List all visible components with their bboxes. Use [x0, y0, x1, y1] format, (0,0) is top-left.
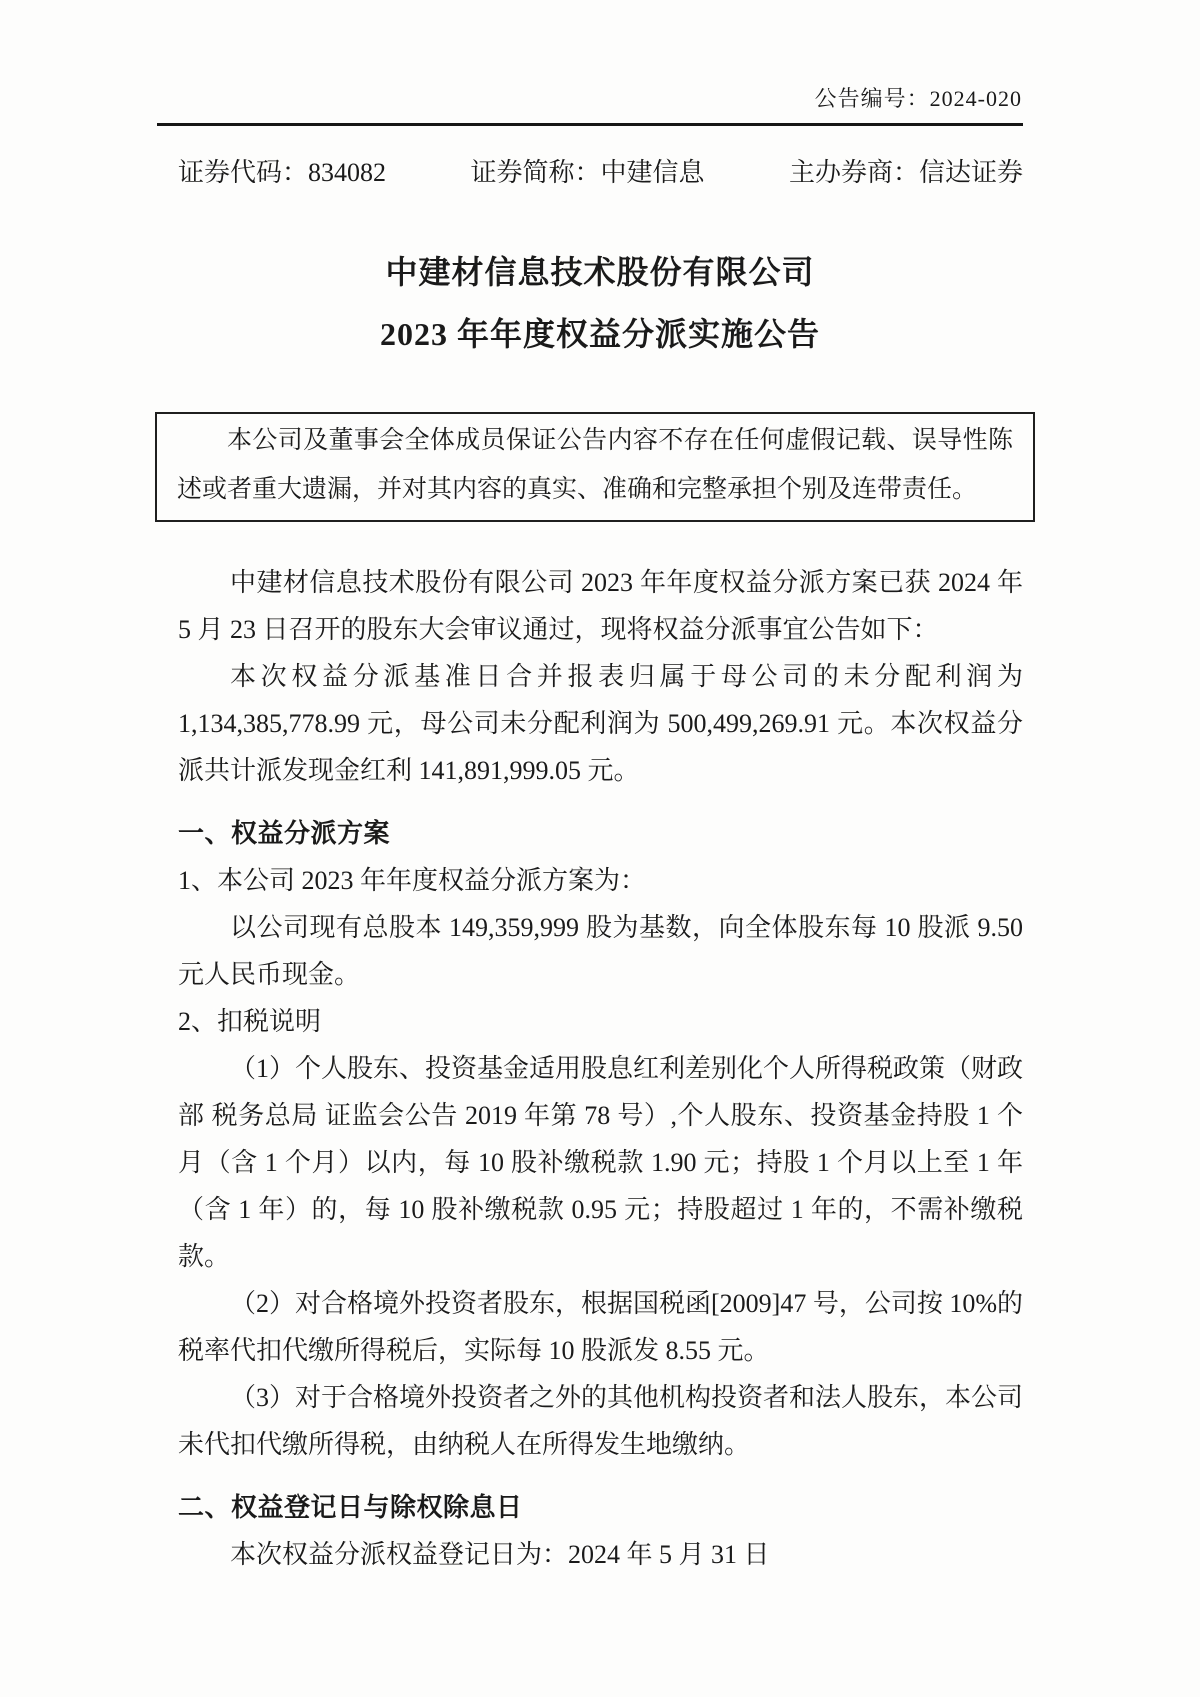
paragraph-plan-item-1: 1、本公司 2023 年年度权益分派方案为：: [178, 866, 647, 895]
disclaimer-text: 本公司及董事会全体成员保证公告内容不存在任何虚假记载、误导性陈述或者重大遗漏，并对其内容的真实、准确和完整承担个别及连带责任。: [177, 427, 1013, 503]
paragraph-intro: 中建材信息技术股份有限公司 2023 年年度权益分派方案已获 2024 年 5 月 23 日召开的股东大会审议通过，现将权益分派事宜公告如下：: [178, 568, 1023, 644]
section-heading-record-date: 二、权益登记日与除权除息日: [178, 1493, 523, 1522]
security-info-row: [178, 152, 1023, 189]
stock-code: 证券代码：834082: [178, 158, 387, 187]
paragraph-tax-qfii: （2）对合格境外投资者股东，根据国税函[2009]47 号，公司按 10%的税率代扣代缴所得税后，实际每 10 股派发 8.55 元。: [178, 1289, 1023, 1365]
lead-broker: 主办券商：信达证券: [788, 158, 1023, 187]
company-name-title: 中建材信息技术股份有限公司: [385, 254, 815, 290]
paragraph-tax-other-institutions: （3）对于合格境外投资者之外的其他机构投资者和法人股东，本公司未代扣代缴所得税，由纳税人在所得发生地缴纳。: [178, 1383, 1024, 1459]
disclaimer-box: [155, 412, 1035, 522]
header-divider-line: [157, 123, 1023, 126]
paragraph-tax-individual: （1）个人股东、投资基金适用股息红利差别化个人所得税政策（财政部 税务总局 证监会公告 2019 年第 78 号）,个人股东、投资基金持股 1 个月（含 1 个月）以内，每 10 股补缴税款 1.90 元；持股 1 个月以上至 1 年（含 1 年）的，每 10 股补缴税款 0.95 元；持股超过 1 年的，不需补缴税款。: [178, 1054, 1024, 1271]
announcement-title: 2023 年年度权益分派实施公告: [379, 316, 820, 352]
paragraph-tax-item-2: 2、扣税说明: [178, 1007, 322, 1036]
document-body: [178, 559, 1023, 1578]
stock-short-name: 证券简称：中建信息: [470, 158, 705, 187]
section-heading-distribution-plan: 一、权益分派方案: [178, 819, 391, 848]
announcement-number: 公告编号：2024-020: [814, 86, 1022, 111]
paragraph-profit-summary: 本次权益分派基准日合并报表归属于母公司的未分配利润为 1,134,385,778.99 元，母公司未分配利润为 500,499,269.91 元。本次权益分派共计派发现金红利 141,891,999.05 元。: [178, 662, 1023, 785]
paragraph-record-date: 本次权益分派权益登记日为：2024 年 5 月 31 日: [230, 1540, 770, 1569]
paragraph-plan-detail: 以公司现有总股本 149,359,999 股为基数，向全体股东每 10 股派 9.50 元人民币现金。: [178, 913, 1023, 989]
